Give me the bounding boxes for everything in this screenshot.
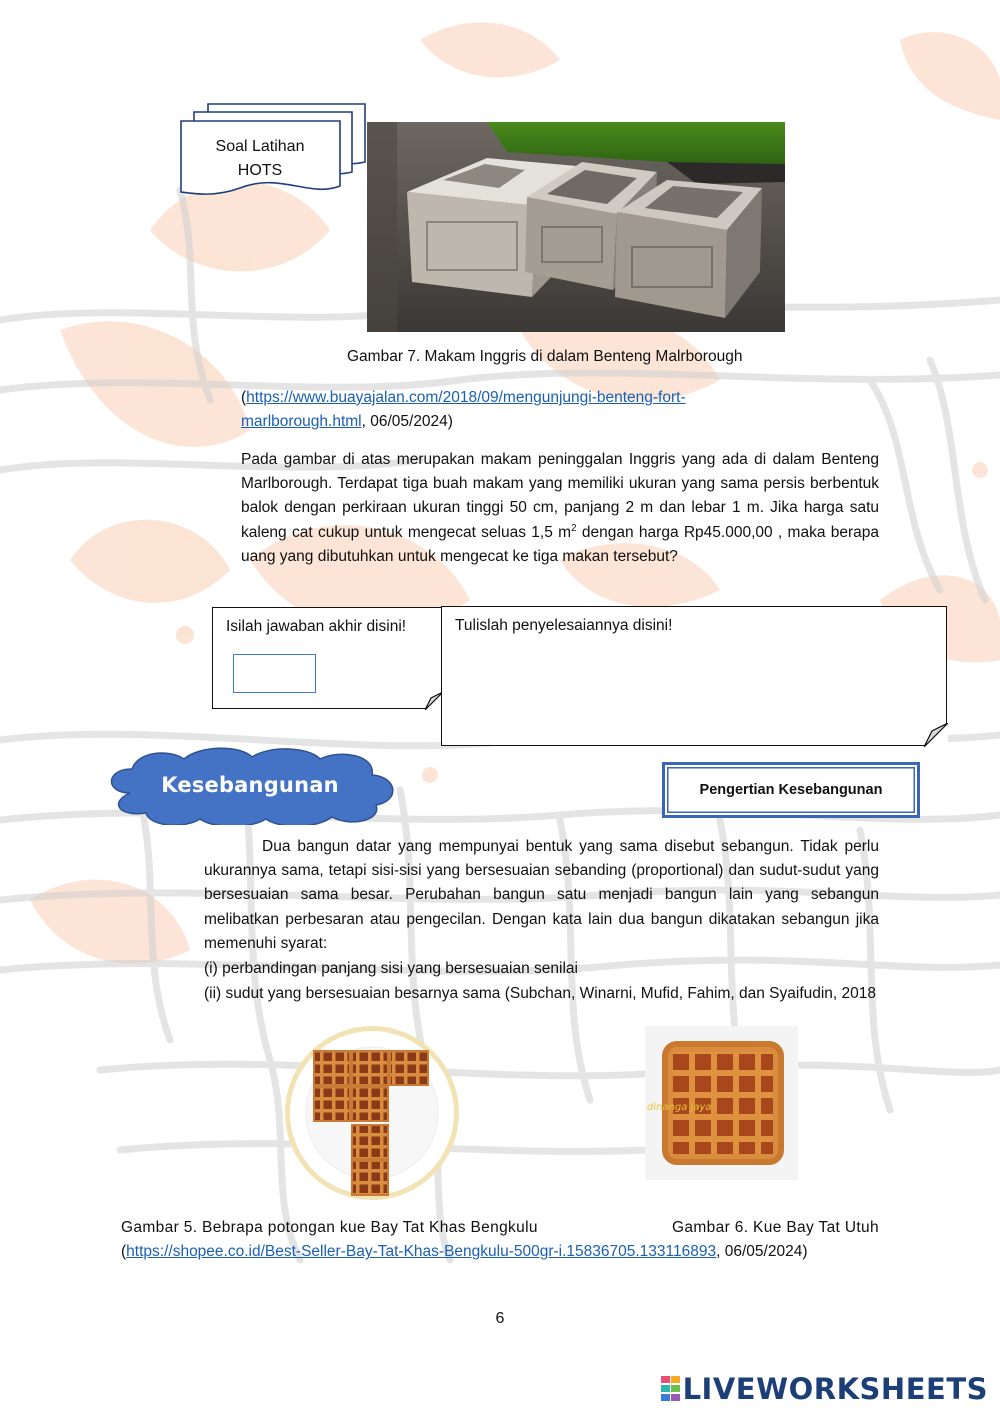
solution-box-corner-fold	[924, 723, 948, 747]
figure5-caption: Gambar 5. Bebrapa potongan kue Bay Tat Khas Bengkulu	[121, 1219, 538, 1236]
brand-logo	[661, 1372, 988, 1406]
tomb-photo	[367, 122, 785, 332]
figures-5-6-source-open: (	[121, 1243, 127, 1261]
definition-title-box	[662, 762, 920, 818]
figures-5-6-source-link[interactable]: https://shopee.co.id/Best-Seller-Bay-Tat-Khas-Bengkulu-500gr-i.15836705.133116893	[126, 1243, 717, 1261]
hots-badge	[180, 102, 370, 198]
definition-text: Dua bangun datar yang mempunyai bentuk yang sama disebut sebangun. Tidak perlu ukurannya sama, tetapi sisi-sisi yang bersesuaian sebanding (proportional) dan sudut-sudut yang bersesuaian sama besar. Perubahan bangun satu menjadi bangun lain yang sebangun melibatkan perbesaran atau pengecilan. Dengan kata lain dua bangun dikatakan sebangun jika memenuhi syarat:	[204, 838, 879, 952]
definition-paragraph	[204, 835, 879, 956]
hots-label	[180, 124, 340, 194]
hots-line-2: HOTS	[237, 162, 283, 179]
figures-5-6-source-date: , 06/05/2024)	[716, 1243, 808, 1261]
section-title-cloud	[100, 745, 400, 825]
condition-2: (ii) sudut yang bersesuaian besarnya sama (Subchan, Winarni, Mufid, Fahim, dan Syaifudin, 2018	[204, 985, 877, 1002]
cake-pieces-photo	[284, 1025, 460, 1201]
figure7-caption: Gambar 7. Makam Inggris di dalam Benteng Malrborough	[347, 348, 743, 365]
question-text-2: dengan harga Rp45.000,00 , maka berapa uang yang dibutuhkan untuk mengecat ke tiga makan tersebut?	[241, 523, 879, 565]
final-answer-label: Isilah jawaban akhir disini!	[226, 618, 407, 635]
brand-text: LIVEWORKSHEETS	[682, 1372, 988, 1406]
definition-title: Pengertian Kesebangunan	[699, 782, 883, 798]
figure7-source	[241, 386, 881, 434]
solution-box[interactable]	[441, 606, 947, 746]
solution-label: Tulislah penyelesaiannya disini!	[455, 617, 673, 634]
figures-5-6-caption-row	[121, 1216, 879, 1240]
hots-line-1: Soal Latihan	[215, 138, 305, 155]
figure7-source-link-part1: https://www.buayajalan.com/2018/09/mengunjungi-benteng-fort-	[246, 389, 686, 406]
figure7-source-link-part2: marlborough.html	[241, 413, 362, 431]
figure7-source-date: , 06/05/2024)	[361, 413, 453, 431]
figures-5-6-caption	[121, 1216, 879, 1264]
brand-logo-icon	[661, 1376, 681, 1402]
figure7-source-link[interactable]	[241, 389, 686, 430]
figure7-source-open: (	[241, 389, 247, 406]
figure6-caption: Gambar 6. Kue Bay Tat Utuh	[672, 1219, 879, 1236]
final-answer-box	[212, 607, 442, 709]
section-title: Kesebangunan	[161, 773, 339, 797]
whole-cake-photo	[645, 1026, 798, 1180]
condition-1: (i) perbandingan panjang sisi yang bersesuaian senilai	[204, 960, 578, 977]
question-superscript: 2	[571, 522, 577, 534]
question-text-1: Pada gambar di atas merupakan makam peninggalan Inggris yang ada di dalam Benteng Marlborough. Terdapat tiga buah makam yang memiliki ukuran yang sama persis berbentuk balok dengan perkiraan ukuran tinggi 50 cm, panjang 2 m dan lebar 1 m. Jika harga satu kaleng cat cukup untuk mengecat seluas 1,5 m	[241, 451, 879, 541]
cake-watermark: dinanga jaya	[647, 1102, 712, 1113]
final-answer-input[interactable]	[233, 654, 316, 693]
figures-5-6-source	[121, 1240, 879, 1264]
question-paragraph	[241, 448, 879, 569]
page-number: 6	[495, 1310, 505, 1327]
